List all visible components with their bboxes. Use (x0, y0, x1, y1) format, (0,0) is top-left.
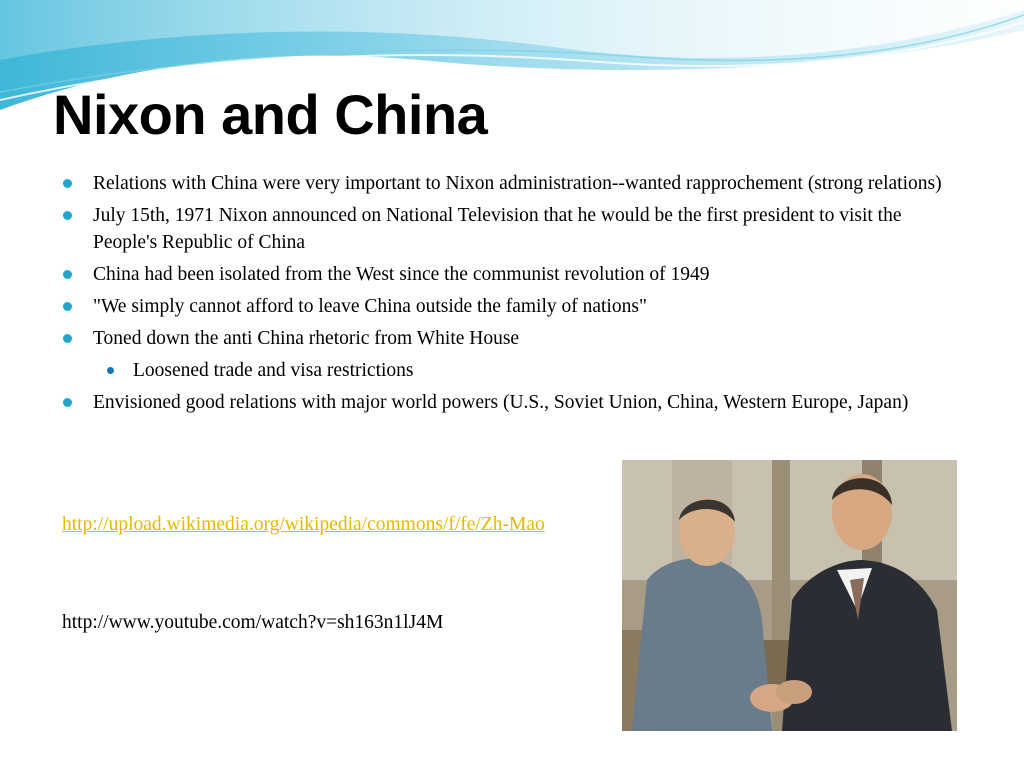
bullet-item: July 15th, 1971 Nixon announced on National Television that he would be the first president to visit the People's Republic of China (62, 202, 967, 256)
bullet-item: "We simply cannot afford to leave China outside the family of nations" (62, 293, 967, 320)
youtube-link-text: http://www.youtube.com/watch?v=sh163n1lJ4M (62, 612, 444, 633)
bullet-list (62, 170, 967, 421)
bullet-item: Toned down the anti China rhetoric from White House (62, 325, 967, 352)
bullet-item: China had been isolated from the West since the communist revolution of 1949 (62, 261, 967, 288)
sub-bullet-item: Loosened trade and visa restrictions (62, 357, 967, 384)
sub-bullet-icon (107, 367, 114, 374)
bullet-item: Envisioned good relations with major world powers (U.S., Soviet Union, China, Western Europe, Japan) (62, 389, 967, 416)
bullet-icon (63, 302, 72, 311)
bullet-icon (63, 270, 72, 279)
bullet-icon (63, 179, 72, 188)
wikimedia-link[interactable]: http://upload.wikimedia.org/wikipedia/commons/f/fe/Zh-Mao (62, 514, 545, 535)
bullet-icon (63, 211, 72, 220)
slide-title: Nixon and China (53, 83, 488, 146)
bullet-icon (63, 334, 72, 343)
bullet-item: Relations with China were very important to Nixon administration--wanted rapprochement (strong relations) (62, 170, 967, 197)
bullet-icon (63, 398, 72, 407)
photo-handshake-icon (622, 460, 957, 731)
